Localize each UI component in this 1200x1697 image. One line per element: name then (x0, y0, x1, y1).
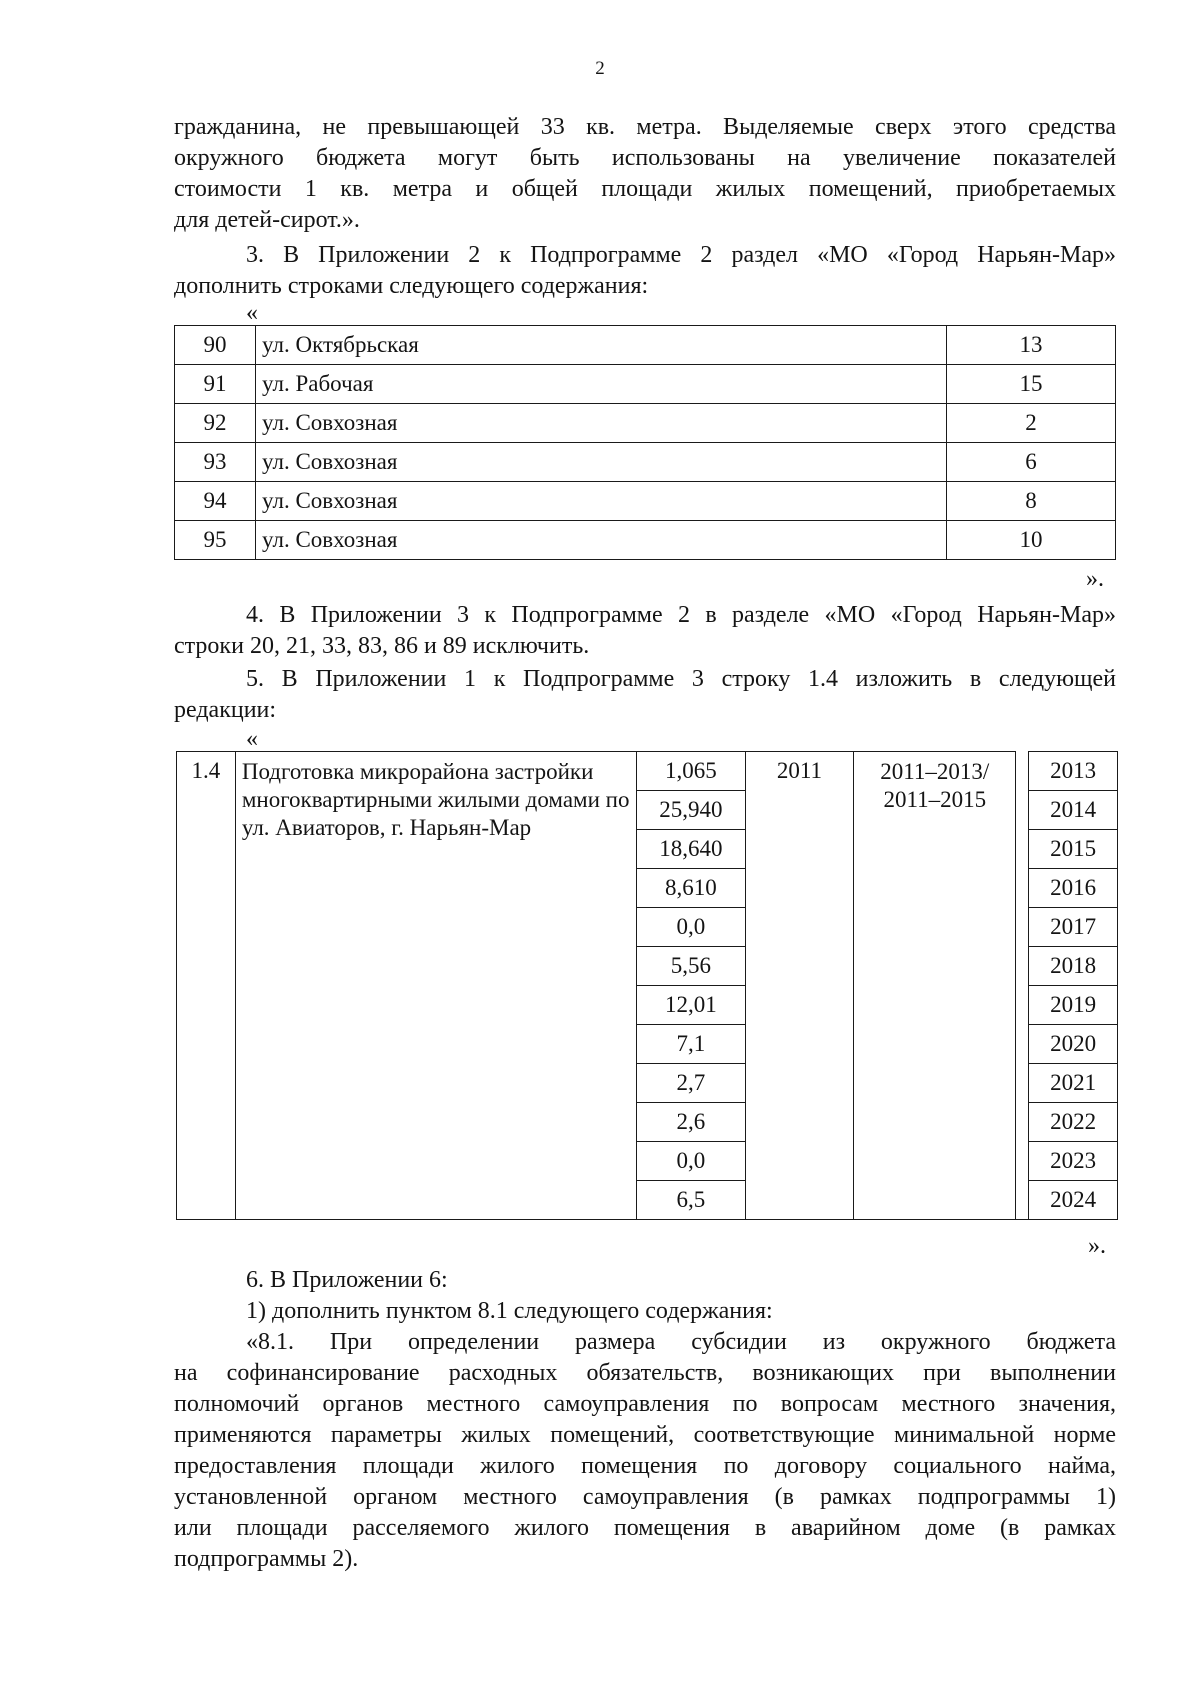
item-6-1: 1) дополнить пунктом 8.1 следующего содержания: (246, 1298, 773, 1324)
gap-cell (1016, 752, 1029, 791)
text-line: дополнить строками следующего содержания: (174, 273, 649, 299)
year-cell: 2014 (1029, 791, 1118, 830)
house-number: 10 (947, 521, 1116, 560)
amount-cell: 12,01 (636, 986, 745, 1025)
text-line: «8.1. При определении размера субсидии из окружного бюджета (246, 1329, 1116, 1355)
house-number: 15 (947, 365, 1116, 404)
year-cell: 2015 (1029, 830, 1118, 869)
text-line: 5. В Приложении 1 к Подпрограмме 3 строку 1.4 изложить в следующей (246, 666, 1116, 692)
gap-cell (1016, 1181, 1029, 1220)
street-name: ул. Совхозная (256, 482, 947, 521)
year-cell: 2024 (1029, 1181, 1118, 1220)
row-number: 95 (175, 521, 256, 560)
street-name: ул. Совхозная (256, 521, 947, 560)
row-number: 93 (175, 443, 256, 482)
gap-cell (1016, 947, 1029, 986)
house-number: 13 (947, 326, 1116, 365)
page-number: 2 (595, 58, 605, 79)
amount-cell: 18,640 (636, 830, 745, 869)
text-line: предоставления площади жилого помещения по договору социального найма, (174, 1453, 1116, 1479)
item-code: 1.4 (177, 752, 236, 1220)
amount-cell: 7,1 (636, 1025, 745, 1064)
street-name: ул. Совхозная (256, 443, 947, 482)
row-number: 92 (175, 404, 256, 443)
house-number: 2 (947, 404, 1116, 443)
text-line: или площади расселяемого жилого помещения в аварийном доме (в рамках (174, 1515, 1116, 1541)
project-table (176, 751, 1118, 1220)
year-cell: 2022 (1029, 1103, 1118, 1142)
text-line: полномочий органов местного самоуправления по вопросам местного значения, (174, 1391, 1116, 1417)
gap-cell (1016, 1025, 1029, 1064)
open-quote: « (246, 300, 258, 326)
item-6-heading: 6. В Приложении 6: (246, 1267, 448, 1293)
year-cell: 2021 (1029, 1064, 1118, 1103)
year-cell: 2018 (1029, 947, 1118, 986)
gap-cell (1016, 830, 1029, 869)
row-number: 90 (175, 326, 256, 365)
period-line: 2011–2015 (883, 787, 987, 812)
street-name: ул. Рабочая (256, 365, 947, 404)
year-cell: 2020 (1029, 1025, 1118, 1064)
year-cell: 2023 (1029, 1142, 1118, 1181)
text-line: стоимости 1 кв. метра и общей площади жилых помещений, приобретаемых (174, 176, 1116, 202)
house-number: 6 (947, 443, 1116, 482)
text-line: на софинансирование расходных обязательств, возникающих при выполнении (174, 1360, 1116, 1386)
text-line: 3. В Приложении 2 к Подпрограмме 2 раздел «МО «Город Нарьян-Мар» (246, 242, 1116, 268)
amount-cell: 2,6 (636, 1103, 745, 1142)
period-line: 2011–2013/ (880, 759, 990, 784)
text-line: гражданина, не превышающей 33 кв. метра. Выделяемые сверх этого средства (174, 114, 1116, 140)
house-number: 8 (947, 482, 1116, 521)
amount-cell: 6,5 (636, 1181, 745, 1220)
gap-cell (1016, 908, 1029, 947)
gap-cell (1016, 1064, 1029, 1103)
start-year: 2011 (745, 752, 854, 1220)
amount-cell: 8,610 (636, 869, 745, 908)
street-name: ул. Совхозная (256, 404, 947, 443)
gap-cell (1016, 1142, 1029, 1181)
table-row (175, 443, 1116, 482)
text-line: 4. В Приложении 3 к Подпрограмме 2 в разделе «МО «Город Нарьян-Мар» (246, 602, 1116, 628)
amount-cell: 0,0 (636, 908, 745, 947)
row-number: 94 (175, 482, 256, 521)
table-row (175, 521, 1116, 560)
amount-cell: 0,0 (636, 1142, 745, 1181)
table-row (175, 482, 1116, 521)
amount-cell: 2,7 (636, 1064, 745, 1103)
gap-cell (1016, 869, 1029, 908)
text-line: установленной органом местного самоуправления (в рамках подпрограммы 1) (174, 1484, 1116, 1510)
text-line: строки 20, 21, 33, 83, 86 и 89 исключить. (174, 633, 590, 659)
close-quote: ». (1088, 1233, 1106, 1259)
text-line: окружного бюджета могут быть использованы на увеличение показателей (174, 145, 1116, 171)
open-quote: « (246, 726, 258, 752)
text-line: применяются параметры жилых помещений, соответствующие минимальной норме (174, 1422, 1116, 1448)
gap-cell (1016, 986, 1029, 1025)
table-row (175, 326, 1116, 365)
row-number: 91 (175, 365, 256, 404)
table-row (177, 752, 1118, 791)
text-line: подпрограммы 2). (174, 1546, 359, 1572)
amount-cell: 1,065 (636, 752, 745, 791)
year-cell: 2017 (1029, 908, 1118, 947)
year-cell: 2013 (1029, 752, 1118, 791)
streets-table (174, 325, 1116, 560)
amount-cell: 5,56 (636, 947, 745, 986)
close-quote: ». (1086, 566, 1104, 592)
street-name: ул. Октябрьская (256, 326, 947, 365)
period-cell (854, 752, 1016, 1220)
amount-cell: 25,940 (636, 791, 745, 830)
gap-cell (1016, 791, 1029, 830)
item-name: Подготовка микрорайона застройки многоквартирными жилыми домами по ул. Авиаторов, г. Нарьян-Мар (235, 752, 636, 1220)
table-row (175, 404, 1116, 443)
table-row (175, 365, 1116, 404)
text-line: редакции: (174, 697, 277, 723)
year-cell: 2016 (1029, 869, 1118, 908)
year-cell: 2019 (1029, 986, 1118, 1025)
gap-cell (1016, 1103, 1029, 1142)
text-line: для детей-сирот.». (174, 207, 360, 233)
